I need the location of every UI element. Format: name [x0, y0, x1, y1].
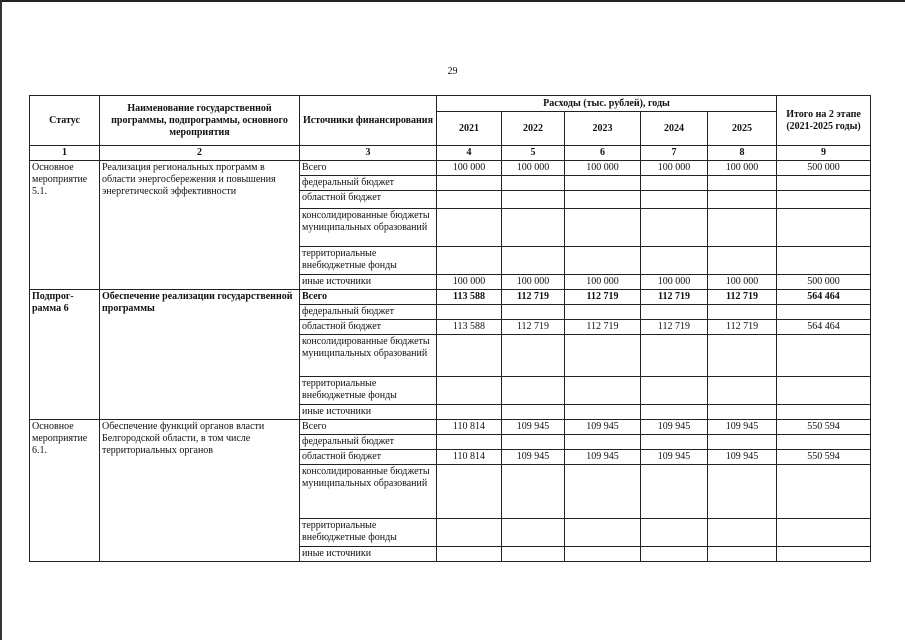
- value-cell: 100 000: [437, 275, 502, 290]
- header-year: 2025: [708, 112, 777, 146]
- value-cell: [641, 377, 708, 405]
- value-cell: [502, 191, 565, 209]
- column-number: 3: [300, 146, 437, 161]
- header-name: Наименование государственной программы, подпрограммы, основного мероприятия: [100, 96, 300, 146]
- value-cell: 112 719: [708, 320, 777, 335]
- name-cell: Обеспечение реализации государственной программы: [100, 290, 300, 420]
- financing-table: [29, 95, 871, 562]
- status-cell: Подпрог-рамма 6: [30, 290, 100, 420]
- header-year: 2023: [565, 112, 641, 146]
- column-number: 4: [437, 146, 502, 161]
- value-cell: [565, 435, 641, 450]
- value-cell: [565, 465, 641, 519]
- value-cell: [565, 547, 641, 562]
- column-number: 8: [708, 146, 777, 161]
- value-cell: 112 719: [502, 320, 565, 335]
- value-cell: [641, 519, 708, 547]
- value-cell: [708, 247, 777, 275]
- source-cell: иные источники: [300, 405, 437, 420]
- total-cell: [777, 305, 871, 320]
- value-cell: [437, 335, 502, 377]
- value-cell: 100 000: [641, 275, 708, 290]
- value-cell: [437, 465, 502, 519]
- header-status: Статус: [30, 96, 100, 146]
- source-cell: консолидированные бюджеты муниципальных образований: [300, 335, 437, 377]
- column-number: 6: [565, 146, 641, 161]
- value-cell: [565, 191, 641, 209]
- value-cell: 100 000: [437, 161, 502, 176]
- column-number: 5: [502, 146, 565, 161]
- table-row: [30, 161, 871, 176]
- value-cell: [437, 519, 502, 547]
- value-cell: [502, 547, 565, 562]
- source-cell: территориальные внебюджетные фонды: [300, 519, 437, 547]
- value-cell: [565, 247, 641, 275]
- value-cell: [502, 247, 565, 275]
- source-cell: областной бюджет: [300, 320, 437, 335]
- value-cell: [437, 247, 502, 275]
- value-cell: [565, 335, 641, 377]
- value-cell: [708, 519, 777, 547]
- value-cell: [708, 465, 777, 519]
- total-cell: 550 594: [777, 420, 871, 435]
- value-cell: [502, 305, 565, 320]
- value-cell: [641, 176, 708, 191]
- source-cell: Всего: [300, 161, 437, 176]
- column-number: 2: [100, 146, 300, 161]
- total-cell: [777, 191, 871, 209]
- value-cell: 100 000: [502, 275, 565, 290]
- value-cell: 109 945: [708, 450, 777, 465]
- column-number: 1: [30, 146, 100, 161]
- value-cell: [708, 435, 777, 450]
- value-cell: [708, 209, 777, 247]
- value-cell: [641, 547, 708, 562]
- source-cell: консолидированные бюджеты муниципальных образований: [300, 209, 437, 247]
- value-cell: [708, 176, 777, 191]
- total-cell: [777, 465, 871, 519]
- value-cell: [502, 377, 565, 405]
- page-number: 29: [447, 66, 458, 77]
- total-cell: [777, 209, 871, 247]
- value-cell: 109 945: [502, 450, 565, 465]
- total-cell: [777, 377, 871, 405]
- value-cell: [641, 305, 708, 320]
- value-cell: [565, 519, 641, 547]
- total-cell: 500 000: [777, 161, 871, 176]
- total-cell: 564 464: [777, 290, 871, 305]
- total-cell: [777, 435, 871, 450]
- table-row: [30, 420, 871, 435]
- value-cell: [641, 405, 708, 420]
- value-cell: 112 719: [641, 290, 708, 305]
- total-cell: [777, 335, 871, 377]
- value-cell: 112 719: [565, 320, 641, 335]
- source-cell: областной бюджет: [300, 191, 437, 209]
- header-year: 2022: [502, 112, 565, 146]
- value-cell: [708, 547, 777, 562]
- scan-left-edge: [0, 0, 2, 640]
- column-numbers-row: [30, 146, 871, 161]
- value-cell: [565, 377, 641, 405]
- value-cell: [437, 547, 502, 562]
- total-cell: 500 000: [777, 275, 871, 290]
- source-cell: Всего: [300, 420, 437, 435]
- value-cell: 109 945: [641, 420, 708, 435]
- value-cell: [437, 435, 502, 450]
- value-cell: 109 945: [565, 420, 641, 435]
- value-cell: [708, 335, 777, 377]
- header-sources: Источники финансирования: [300, 96, 437, 146]
- value-cell: [502, 465, 565, 519]
- value-cell: 100 000: [502, 161, 565, 176]
- source-cell: иные источники: [300, 547, 437, 562]
- name-cell: Обеспечение функций органов власти Белгородской области, в том числе территориальных органов: [100, 420, 300, 562]
- total-cell: [777, 176, 871, 191]
- value-cell: [437, 176, 502, 191]
- value-cell: [641, 247, 708, 275]
- value-cell: 100 000: [708, 275, 777, 290]
- value-cell: [502, 335, 565, 377]
- value-cell: 109 945: [565, 450, 641, 465]
- value-cell: 109 945: [641, 450, 708, 465]
- value-cell: [708, 377, 777, 405]
- value-cell: 100 000: [708, 161, 777, 176]
- value-cell: [708, 305, 777, 320]
- column-number: 7: [641, 146, 708, 161]
- value-cell: [641, 465, 708, 519]
- source-cell: областной бюджет: [300, 450, 437, 465]
- source-cell: иные источники: [300, 275, 437, 290]
- header-total: Итого на 2 этапе (2021-2025 годы): [777, 96, 871, 146]
- value-cell: [502, 209, 565, 247]
- value-cell: [641, 435, 708, 450]
- value-cell: 100 000: [565, 275, 641, 290]
- total-cell: 550 594: [777, 450, 871, 465]
- source-cell: федеральный бюджет: [300, 305, 437, 320]
- source-cell: территориальные внебюджетные фонды: [300, 247, 437, 275]
- value-cell: 109 945: [708, 420, 777, 435]
- value-cell: [565, 405, 641, 420]
- value-cell: [565, 176, 641, 191]
- value-cell: 100 000: [641, 161, 708, 176]
- column-number: 9: [777, 146, 871, 161]
- total-cell: 564 464: [777, 320, 871, 335]
- total-cell: [777, 519, 871, 547]
- value-cell: [641, 335, 708, 377]
- value-cell: [502, 405, 565, 420]
- value-cell: [437, 377, 502, 405]
- value-cell: 110 814: [437, 450, 502, 465]
- table-row: [30, 290, 871, 305]
- value-cell: 113 588: [437, 320, 502, 335]
- value-cell: [641, 191, 708, 209]
- value-cell: [708, 191, 777, 209]
- status-cell: Основное мероприятие 6.1.: [30, 420, 100, 562]
- value-cell: 110 814: [437, 420, 502, 435]
- value-cell: 113 588: [437, 290, 502, 305]
- total-cell: [777, 547, 871, 562]
- value-cell: 112 719: [708, 290, 777, 305]
- name-cell: Реализация региональных программ в области энергосбережения и повышения энергетической эффективности: [100, 161, 300, 290]
- total-cell: [777, 405, 871, 420]
- value-cell: [502, 176, 565, 191]
- value-cell: [641, 209, 708, 247]
- status-cell: Основное мероприятие 5.1.: [30, 161, 100, 290]
- value-cell: [437, 305, 502, 320]
- value-cell: 109 945: [502, 420, 565, 435]
- value-cell: [502, 519, 565, 547]
- value-cell: 112 719: [641, 320, 708, 335]
- value-cell: 112 719: [502, 290, 565, 305]
- table-body: [30, 161, 871, 562]
- value-cell: 100 000: [565, 161, 641, 176]
- value-cell: [565, 209, 641, 247]
- value-cell: [565, 305, 641, 320]
- value-cell: [437, 209, 502, 247]
- header-year: 2021: [437, 112, 502, 146]
- total-cell: [777, 247, 871, 275]
- value-cell: [502, 435, 565, 450]
- header-year: 2024: [641, 112, 708, 146]
- scan-top-edge: [0, 0, 905, 2]
- value-cell: [708, 405, 777, 420]
- source-cell: территориальные внебюджетные фонды: [300, 377, 437, 405]
- source-cell: федеральный бюджет: [300, 435, 437, 450]
- value-cell: [437, 405, 502, 420]
- source-cell: консолидированные бюджеты муниципальных образований: [300, 465, 437, 519]
- source-cell: федеральный бюджет: [300, 176, 437, 191]
- header-expenses: Расходы (тыс. рублей), годы: [437, 96, 777, 112]
- value-cell: 112 719: [565, 290, 641, 305]
- source-cell: Всего: [300, 290, 437, 305]
- value-cell: [437, 191, 502, 209]
